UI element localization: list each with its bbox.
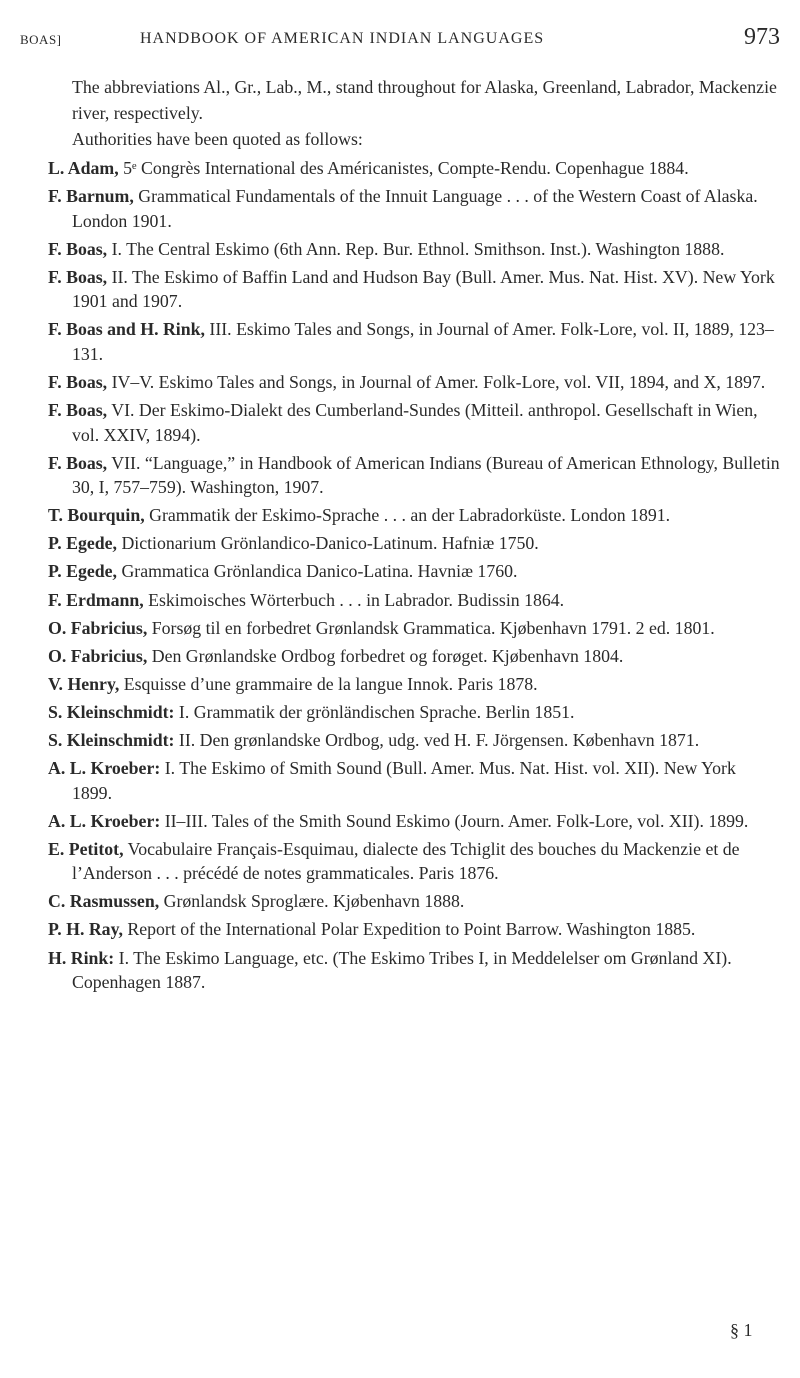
reference-item: [48, 946, 780, 995]
reference-author: F. Boas,: [48, 452, 108, 473]
reference-text: Report of the International Polar Expedition to Point Barrow. Washington 1885.: [122, 919, 696, 940]
page-number: 973: [744, 24, 780, 50]
reference-item: [48, 265, 780, 314]
intro-line-1: The abbreviations Al., Gr., Lab., M., stand throughout for Alaska, Greenland, Labrador, Mackenzie river, respectively.: [72, 77, 777, 123]
reference-author: P. H. Ray,: [48, 919, 123, 940]
reference-author: O. Fabricius,: [48, 617, 148, 638]
reference-text: Esquisse d’une grammaire de la langue Innok. Paris 1878.: [119, 673, 538, 694]
reference-author: L. Adam,: [48, 158, 119, 178]
reference-text: I. The Eskimo Language, etc. (The Eskimo Tribes I, in Meddelelser om Grønland XI). Copenhagen 1887.: [72, 947, 732, 993]
reference-author: F. Boas,: [48, 371, 108, 392]
reference-text: III. Eskimo Tales and Songs, in Journal of Amer. Folk-Lore, vol. II, 1889, 123–131.: [72, 319, 774, 364]
reference-item: [48, 317, 780, 366]
reference-text: Den Grønlandske Ordbog forbedret og forøget. Kjøbenhavn 1804.: [147, 645, 624, 666]
reference-item: [48, 700, 780, 725]
reference-author: F. Boas,: [48, 266, 108, 287]
reference-item: [48, 756, 780, 805]
reference-text: Grønlandsk Sproglære. Kjøbenhavn 1888.: [159, 891, 465, 912]
reference-text: Forsøg til en forbedret Grønlandsk Grammatica. Kjøbenhavn 1791. 2 ed. 1801.: [147, 617, 715, 638]
header-title: HANDBOOK OF AMERICAN INDIAN LANGUAGES: [140, 30, 545, 47]
reference-author: H. Rink:: [48, 947, 115, 968]
reference-author: S. Kleinschmidt:: [48, 701, 175, 722]
reference-author: T. Bourquin,: [48, 505, 145, 526]
reference-text: VII. “Language,” in Handbook of American Indians (Bureau of American Ethnology, Bulletin 30, I, 757–759). Washington, 1907.: [72, 452, 780, 498]
reference-item: [48, 616, 780, 641]
reference-item: [48, 889, 780, 914]
reference-item: [48, 588, 780, 613]
reference-author: F. Boas,: [48, 400, 108, 421]
reference-author: P. Egede,: [48, 561, 117, 582]
reference-item: [48, 184, 780, 233]
reference-item: [48, 809, 780, 834]
header-author: BOAS]: [20, 32, 62, 47]
reference-author: E. Petitot,: [48, 838, 124, 859]
reference-text: Grammatical Fundamentals of the Innuit Language . . . of the Western Coast of Alaska. London 1901.: [72, 186, 758, 231]
reference-author: F. Barnum,: [48, 186, 134, 207]
reference-item: [48, 451, 780, 500]
reference-item: [48, 917, 780, 942]
reference-text: 5ᵉ Congrès International des Américanistes, Compte-Rendu. Copenhague 1884.: [118, 158, 689, 178]
reference-text: II–III. Tales of the Smith Sound Eskimo (Journ. Amer. Folk-Lore, vol. XII). 1899.: [160, 810, 749, 831]
reference-item: [48, 644, 780, 669]
reference-author: F. Boas,: [48, 238, 108, 259]
reference-item: [48, 559, 780, 584]
reference-author: A. L. Kroeber:: [48, 810, 161, 831]
reference-text: II. The Eskimo of Baffin Land and Hudson Bay (Bull. Amer. Mus. Nat. Hist. XV). New York 1901 and 1907.: [72, 266, 775, 312]
reference-author: A. L. Kroeber:: [48, 758, 161, 779]
reference-text: VI. Der Eskimo-Dialekt des Cumberland-Sundes (Mitteil. anthropol. Gesellschaft in Wien, vol. XXIV, 1894).: [72, 400, 758, 445]
reference-text: Grammatik der Eskimo-Sprache . . . an der Labradorküste. London 1891.: [144, 505, 671, 526]
reference-author: S. Kleinschmidt:: [48, 730, 175, 750]
running-header: [0, 24, 800, 54]
reference-text: I. The Central Eskimo (6th Ann. Rep. Bur. Ethnol. Smithson. Inst.). Washington 1888.: [107, 238, 725, 259]
reference-text: II. Den grønlandske Ordbog, udg. ved H. F. Jörgensen. København 1871.: [174, 730, 700, 750]
reference-item: [48, 156, 780, 181]
reference-item: [48, 672, 780, 697]
reference-text: Grammatica Grönlandica Danico-Latina. Havniæ 1760.: [117, 561, 518, 582]
reference-author: V. Henry,: [48, 673, 120, 694]
reference-text: I. The Eskimo of Smith Sound (Bull. Amer. Mus. Nat. Hist. vol. XII). New York 1899.: [72, 758, 736, 803]
intro-paragraph: [72, 74, 780, 152]
reference-item: [48, 370, 780, 395]
reference-text: IV–V. Eskimo Tales and Songs, in Journal of Amer. Folk-Lore, vol. VII, 1894, and X, 1897.: [107, 371, 766, 392]
reference-item: [48, 728, 780, 753]
reference-text: Vocabulaire Français-Esquimau, dialecte des Tchiglit des bouches du Mackenzie et de l’Anderson . . . précédé de notes grammaticales. Paris 1876.: [72, 838, 740, 884]
intro-line-2: Authorities have been quoted as follows:: [72, 129, 363, 149]
reference-item: [48, 503, 780, 528]
reference-item: [48, 237, 780, 262]
reference-author: O. Fabricius,: [48, 645, 148, 666]
reference-item: [48, 398, 780, 447]
reference-author: P. Egede,: [48, 533, 117, 554]
reference-item: [48, 837, 780, 886]
reference-list: [48, 156, 780, 998]
reference-author: F. Boas and H. Rink,: [48, 319, 205, 340]
reference-author: F. Erdmann,: [48, 589, 144, 610]
reference-text: Dictionarium Grönlandico-Danico-Latinum. Hafniæ 1750.: [117, 533, 539, 554]
reference-text: I. Grammatik der grönländischen Sprache. Berlin 1851.: [174, 701, 575, 722]
reference-text: Eskimoisches Wörterbuch . . . in Labrador. Budissin 1864.: [143, 589, 565, 610]
reference-item: [48, 531, 780, 556]
section-mark: § 1: [730, 1320, 753, 1340]
reference-author: C. Rasmussen,: [48, 891, 160, 912]
